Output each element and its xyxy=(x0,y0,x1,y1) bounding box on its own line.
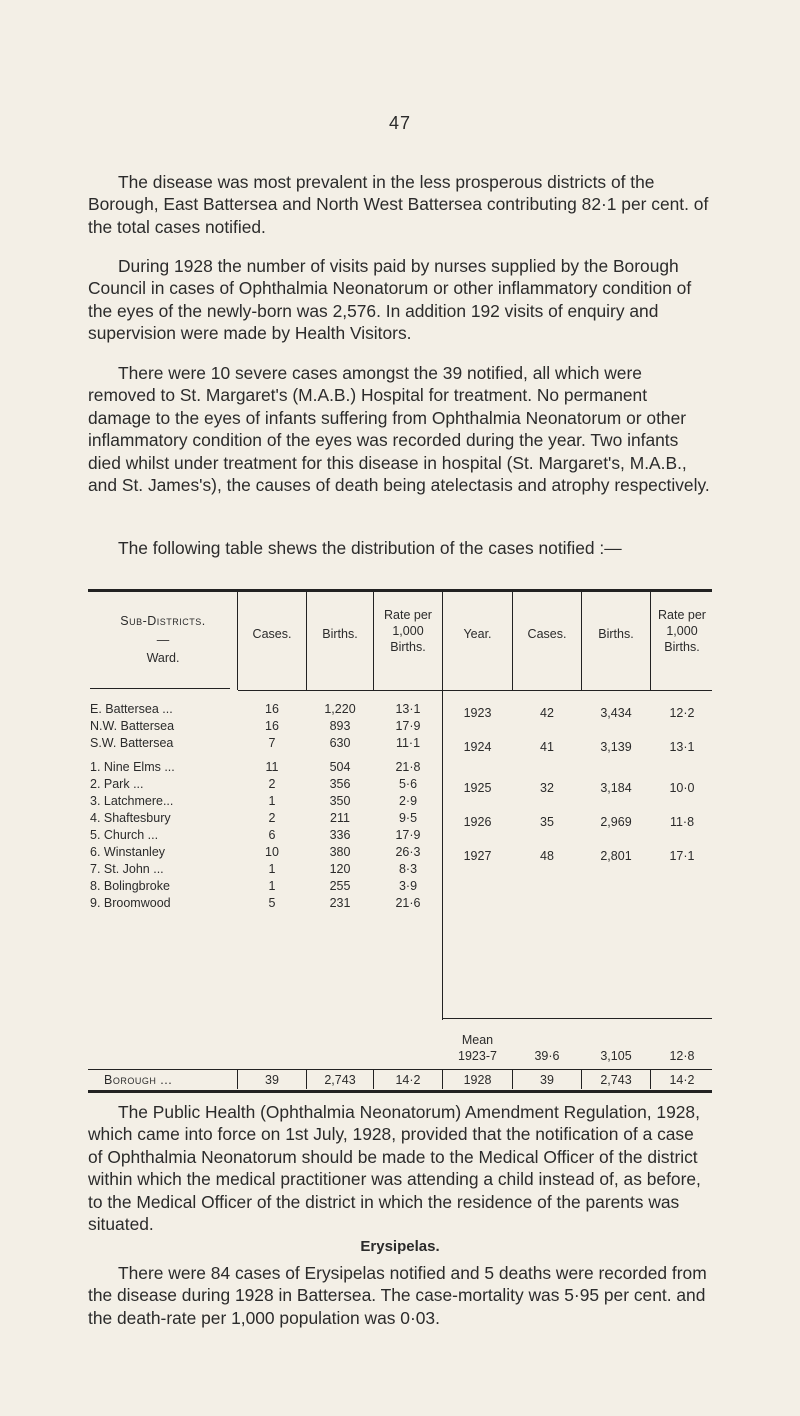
year-cases: 32 xyxy=(540,781,554,795)
table-bottom-rule xyxy=(88,1090,712,1093)
ward-name: 6. Winstanley xyxy=(90,845,166,859)
paragraph-severe-cases: There were 10 severe cases amongst the 39 notified, all which were removed to St. Margaret's (M.A.B.) Hospital for treatment. No permanent damage to the eyes of infants suffering from Ophthalmia Neonatorum or other inflammatory condition of the eyes was recorded during the year. Two infants died whilst under treatment for this disease in hospital (St. Margaret's, M.A.B., and St. James's), the causes of death being atelectasis and atrophy respectively. xyxy=(88,363,710,496)
mean-cases: 39·6 xyxy=(534,1049,560,1063)
total-births: 2,743 xyxy=(324,1073,356,1087)
ward-births: 231 xyxy=(329,896,351,910)
ward-name: S.W. Battersea xyxy=(90,736,174,750)
total-label: Borough ... xyxy=(104,1073,173,1087)
header-year: Year. xyxy=(463,627,492,641)
mean-top-rule xyxy=(443,1018,712,1019)
ward-births: 630 xyxy=(329,736,351,750)
year-value: 1927 xyxy=(463,849,492,863)
ward-cases: 16 xyxy=(265,702,279,716)
ward-name: 9. Broomwood xyxy=(90,896,171,910)
header-ward: Ward. xyxy=(146,651,180,665)
year-rate: 12·2 xyxy=(669,706,695,720)
ward-name: N.W. Battersea xyxy=(90,719,175,733)
mean-year-label: Mean xyxy=(461,1033,494,1047)
ward-rate: 17·9 xyxy=(395,828,421,842)
ward-name: 4. Shaftesbury xyxy=(90,811,171,825)
ward-births: 336 xyxy=(329,828,351,842)
mean-births: 3,105 xyxy=(600,1049,632,1063)
year-rate: 13·1 xyxy=(669,740,695,754)
year-births: 3,434 xyxy=(600,706,632,720)
page-number: 47 xyxy=(388,113,412,133)
total-year: 1928 xyxy=(463,1073,492,1087)
header-subdistricts: Sub-Districts. xyxy=(120,614,206,628)
ward-name: 3. Latchmere... xyxy=(90,794,174,808)
header-cases-2: Cases. xyxy=(527,627,567,641)
ward-cases: 5 xyxy=(268,896,276,910)
year-value: 1924 xyxy=(463,740,492,754)
ward-rate: 9·5 xyxy=(398,811,418,825)
erysipelas-heading: Erysipelas. xyxy=(360,1238,440,1255)
year-value: 1925 xyxy=(463,781,492,795)
ward-rate: 21·8 xyxy=(395,760,421,774)
ward-cases: 2 xyxy=(268,811,276,825)
ward-cases: 16 xyxy=(265,719,279,733)
header-underline xyxy=(90,688,230,689)
total-cases: 39 xyxy=(265,1073,279,1087)
year-cases: 41 xyxy=(540,740,554,754)
ward-rate: 8·3 xyxy=(398,862,418,876)
header-rate: Rate per 1,000 Births. xyxy=(384,608,432,654)
ward-rate: 5·6 xyxy=(398,777,418,791)
ward-births: 504 xyxy=(329,760,351,774)
ward-name: 8. Bolingbroke xyxy=(90,879,170,893)
header-bottom-rule xyxy=(238,690,712,691)
ward-births: 356 xyxy=(329,777,351,791)
divider xyxy=(650,1069,651,1089)
table-top-rule xyxy=(88,589,712,592)
divider xyxy=(442,592,443,1020)
year-rate: 11·8 xyxy=(669,815,695,829)
ward-births: 1,220 xyxy=(324,702,356,716)
year-cases: 35 xyxy=(540,815,554,829)
ward-cases: 1 xyxy=(268,879,276,893)
header-cases: Cases. xyxy=(252,627,292,641)
ward-rate: 3·9 xyxy=(398,879,418,893)
year-value: 1923 xyxy=(463,706,492,720)
ward-cases: 10 xyxy=(265,845,279,859)
ward-cases: 6 xyxy=(268,828,276,842)
ward-births: 255 xyxy=(329,879,351,893)
ward-rate: 17·9 xyxy=(395,719,421,733)
year-births: 3,184 xyxy=(600,781,632,795)
mean-year-range: 1923-7 xyxy=(458,1049,497,1063)
ward-cases: 7 xyxy=(268,736,276,750)
year-births: 2,969 xyxy=(600,815,632,829)
year-value: 1926 xyxy=(463,815,492,829)
paragraph-table-intro: The following table shews the distribution of the cases notified :— xyxy=(118,538,622,558)
ward-rate: 21·6 xyxy=(395,896,421,910)
paragraph-erysipelas: There were 84 cases of Erysipelas notified and 5 deaths were recorded from the disease during 1928 in Battersea. The case-mortality was 5·95 per cent. and the death-rate per 1,000 population was 0·03. xyxy=(88,1263,707,1328)
ward-rate: 13·1 xyxy=(395,702,421,716)
ward-cases: 2 xyxy=(268,777,276,791)
ward-name: 5. Church ... xyxy=(90,828,159,842)
total-births-2: 2,743 xyxy=(600,1073,632,1087)
total-rate-2: 14·2 xyxy=(669,1073,695,1087)
ward-cases: 1 xyxy=(268,794,276,808)
ward-births: 380 xyxy=(329,845,351,859)
ward-cases: 11 xyxy=(265,760,279,774)
ward-births: 120 xyxy=(329,862,351,876)
divider xyxy=(650,592,651,690)
ward-name: 1. Nine Elms ... xyxy=(90,760,175,774)
header-births-2: Births. xyxy=(598,627,634,641)
paragraph-prevalence: The disease was most prevalent in the less prosperous districts of the Borough, East Battersea and North West Battersea contributing 82·1 per cent. of the total cases notified. xyxy=(88,172,709,237)
ward-births: 893 xyxy=(329,719,351,733)
year-cases: 42 xyxy=(540,706,554,720)
ward-cases: 1 xyxy=(268,862,276,876)
ward-births: 211 xyxy=(330,811,350,825)
header-births: Births. xyxy=(322,627,358,641)
year-rate: 10·0 xyxy=(669,781,695,795)
total-cases-2: 39 xyxy=(540,1073,554,1087)
year-births: 3,139 xyxy=(600,740,632,754)
header-rate-2: Rate per 1,000 Births. xyxy=(658,608,706,654)
total-rate: 14·2 xyxy=(395,1073,421,1087)
year-births: 2,801 xyxy=(600,849,632,863)
ward-name: 2. Park ... xyxy=(90,777,144,791)
ward-rate: 2·9 xyxy=(398,794,418,808)
ward-name: E. Battersea ... xyxy=(90,702,173,716)
ward-rate: 26·3 xyxy=(395,845,421,859)
header-dash: — xyxy=(156,633,170,647)
ward-name: 7. St. John ... xyxy=(90,862,164,876)
year-rate: 17·1 xyxy=(669,849,695,863)
mean-rate: 12·8 xyxy=(669,1049,695,1063)
ward-births: 350 xyxy=(329,794,351,808)
total-top-rule xyxy=(88,1069,712,1070)
paragraph-regulation: The Public Health (Ophthalmia Neonatorum) Amendment Regulation, 1928, which came into force on 1st July, 1928, provided that the notification of a case of Ophthalmia Neonatorum should be made to the Medical Officer of the district within which the medical practitioner was attending a child instead of, as before, to the Medical Officer of the district in which the residence of the parents was situated. xyxy=(88,1102,701,1235)
paragraph-nurse-visits: During 1928 the number of visits paid by nurses supplied by the Borough Council in cases of Ophthalmia Neonatorum or other inflammatory condition of the eyes of the newly-born was 2,576. In addition 192 visits of enquiry and supervision were made by Health Visitors. xyxy=(88,256,692,344)
ward-rate: 11·1 xyxy=(395,736,421,750)
divider xyxy=(373,592,374,690)
year-cases: 48 xyxy=(540,849,554,863)
